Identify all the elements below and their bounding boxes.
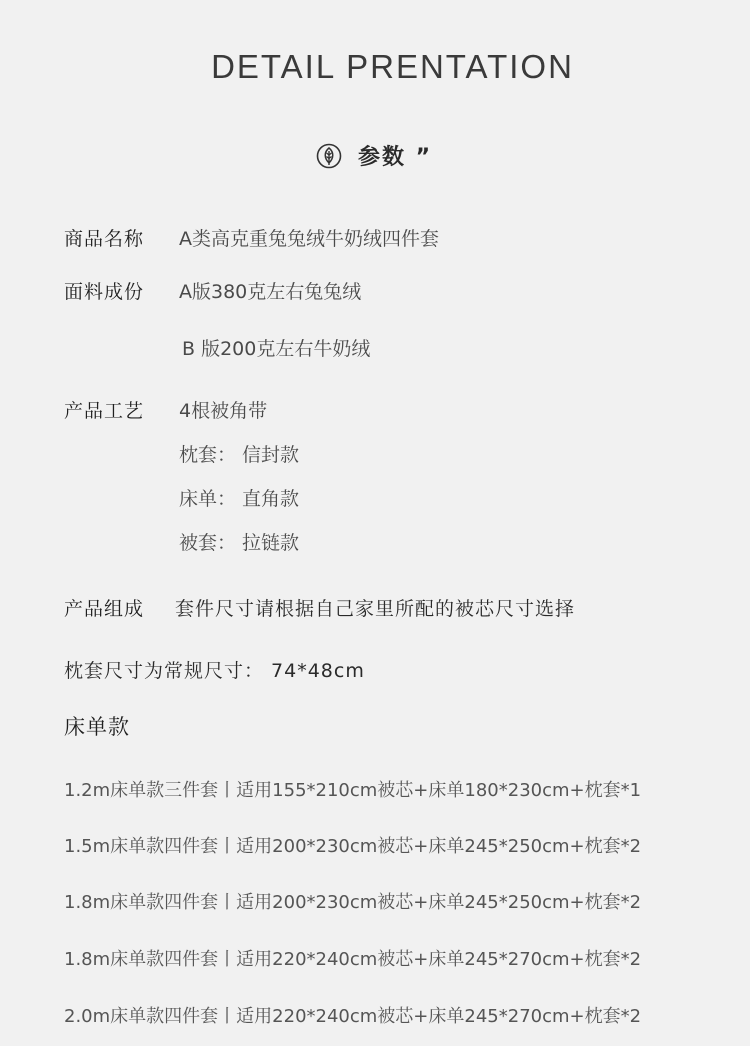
craft-item: 4根被角带	[179, 400, 268, 422]
pillow-size-note: 枕套尺寸为常规尺寸： 74*48cm	[64, 660, 365, 682]
size-row: 1.8m床单款四件套丨适用200*230cm被芯+床单245*250cm+枕套*2	[64, 892, 642, 913]
composition-value: 套件尺寸请根据自己家里所配的被芯尺寸选择	[175, 598, 576, 620]
composition-label: 产品组成	[64, 598, 145, 620]
craft-item: 床单： 直角款	[179, 488, 300, 510]
craft-item: 被套： 拉链款	[179, 532, 300, 554]
product-name-value: A类高克重兔兔绒牛奶绒四件套	[179, 228, 439, 250]
craft-label: 产品工艺	[64, 400, 145, 422]
product-name-label: 商品名称	[64, 228, 145, 250]
sheet-heading: 床单款	[64, 715, 130, 739]
section-heading	[316, 140, 432, 171]
leaf-circle-icon	[316, 143, 342, 169]
size-row: 1.8m床单款四件套丨适用220*240cm被芯+床单245*270cm+枕套*2	[64, 949, 642, 970]
size-row: 1.2m床单款三件套丨适用155*210cm被芯+床单180*230cm+枕套*1	[64, 780, 642, 801]
page-title: DETAIL PRENTATION	[211, 48, 574, 85]
fabric-value-a: A版380克左右兔兔绒	[179, 281, 362, 303]
craft-item: 枕套： 信封款	[179, 444, 300, 466]
section-label: 参数 ”	[358, 145, 433, 170]
size-row: 2.0m床单款四件套丨适用220*240cm被芯+床单245*270cm+枕套*2	[64, 1006, 642, 1027]
size-row: 1.5m床单款四件套丨适用200*230cm被芯+床单245*250cm+枕套*2	[64, 836, 642, 857]
fabric-value-b: B 版200克左右牛奶绒	[182, 338, 371, 360]
fabric-label: 面料成份	[64, 281, 145, 303]
